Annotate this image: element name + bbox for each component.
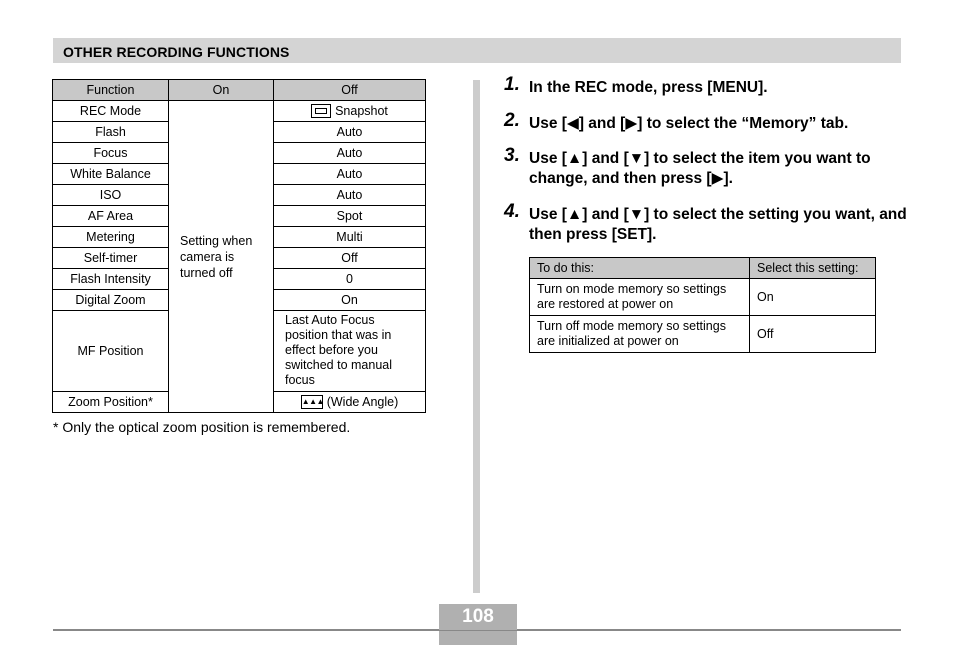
function-cell: Flash Intensity xyxy=(53,269,169,290)
step-number: 4. xyxy=(504,201,520,222)
snapshot-icon xyxy=(311,104,331,118)
function-cell: AF Area xyxy=(53,206,169,227)
off-cell: Multi xyxy=(274,227,426,248)
off-value: Snapshot xyxy=(335,103,388,118)
on-setting-cell: Setting when camera is turned off xyxy=(169,101,274,413)
function-cell: Flash xyxy=(53,122,169,143)
off-cell: Last Auto Focus position that was in effect before you switched to manual focus xyxy=(274,311,426,392)
table-row xyxy=(53,101,426,122)
function-settings-table xyxy=(52,79,426,413)
function-cell xyxy=(53,392,169,413)
function-cell: REC Mode xyxy=(53,101,169,122)
table-row xyxy=(530,316,876,353)
function-cell: White Balance xyxy=(53,164,169,185)
setting-cell: Off xyxy=(750,316,876,353)
off-cell xyxy=(274,101,426,122)
to-do-cell: Turn on mode memory so settings are restored at power on xyxy=(530,279,750,316)
page-number: 108 xyxy=(439,604,517,630)
off-cell: On xyxy=(274,290,426,311)
off-cell: Auto xyxy=(274,122,426,143)
column-header-to-do: To do this: xyxy=(530,258,750,279)
table-header-row xyxy=(530,258,876,279)
step-text: Use [▲] and [▼] to select the item you want to change, and then press [▶]. xyxy=(529,150,871,187)
column-header-setting: Select this setting: xyxy=(750,258,876,279)
function-cell: Digital Zoom xyxy=(53,290,169,311)
setting-cell: On xyxy=(750,279,876,316)
function-cell: ISO xyxy=(53,185,169,206)
step-text: Use [◀] and [▶] to select the “Memory” tab. xyxy=(529,115,849,132)
off-cell: Off xyxy=(274,248,426,269)
step-text: Use [▲] and [▼] to select the setting you want, and then press [SET]. xyxy=(529,206,907,243)
page-number-tab xyxy=(439,631,517,645)
function-cell: Metering xyxy=(53,227,169,248)
section-title: OTHER RECORDING FUNCTIONS xyxy=(63,44,290,60)
function-cell: Focus xyxy=(53,143,169,164)
step-number: 1. xyxy=(504,74,520,95)
off-value: (Wide Angle) xyxy=(326,394,399,409)
memory-setting-table xyxy=(529,257,876,353)
to-do-cell: Turn off mode memory so settings are initialized at power on xyxy=(530,316,750,353)
off-cell: 0 xyxy=(274,269,426,290)
column-header-off: Off xyxy=(274,80,426,101)
column-header-function: Function xyxy=(53,80,169,101)
table-row xyxy=(530,279,876,316)
step-number: 3. xyxy=(504,145,520,166)
footnote-marker: * xyxy=(148,394,153,409)
function-cell: Self-timer xyxy=(53,248,169,269)
table-header-row xyxy=(53,80,426,101)
step-text: In the REC mode, press [MENU]. xyxy=(529,79,768,96)
off-cell: Auto xyxy=(274,143,426,164)
off-cell xyxy=(274,392,426,413)
wide-angle-icon: ▲▲▲ xyxy=(301,395,323,409)
step-number: 2. xyxy=(504,110,520,131)
function-cell: MF Position xyxy=(53,311,169,392)
column-header-on: On xyxy=(169,80,274,101)
footnote: * Only the optical zoom position is remembered. xyxy=(53,419,351,435)
off-cell: Auto xyxy=(274,185,426,206)
off-cell: Auto xyxy=(274,164,426,185)
off-cell: Spot xyxy=(274,206,426,227)
section-header-bar xyxy=(53,38,901,63)
column-divider xyxy=(473,80,480,593)
function-label: Zoom Position xyxy=(68,394,149,409)
